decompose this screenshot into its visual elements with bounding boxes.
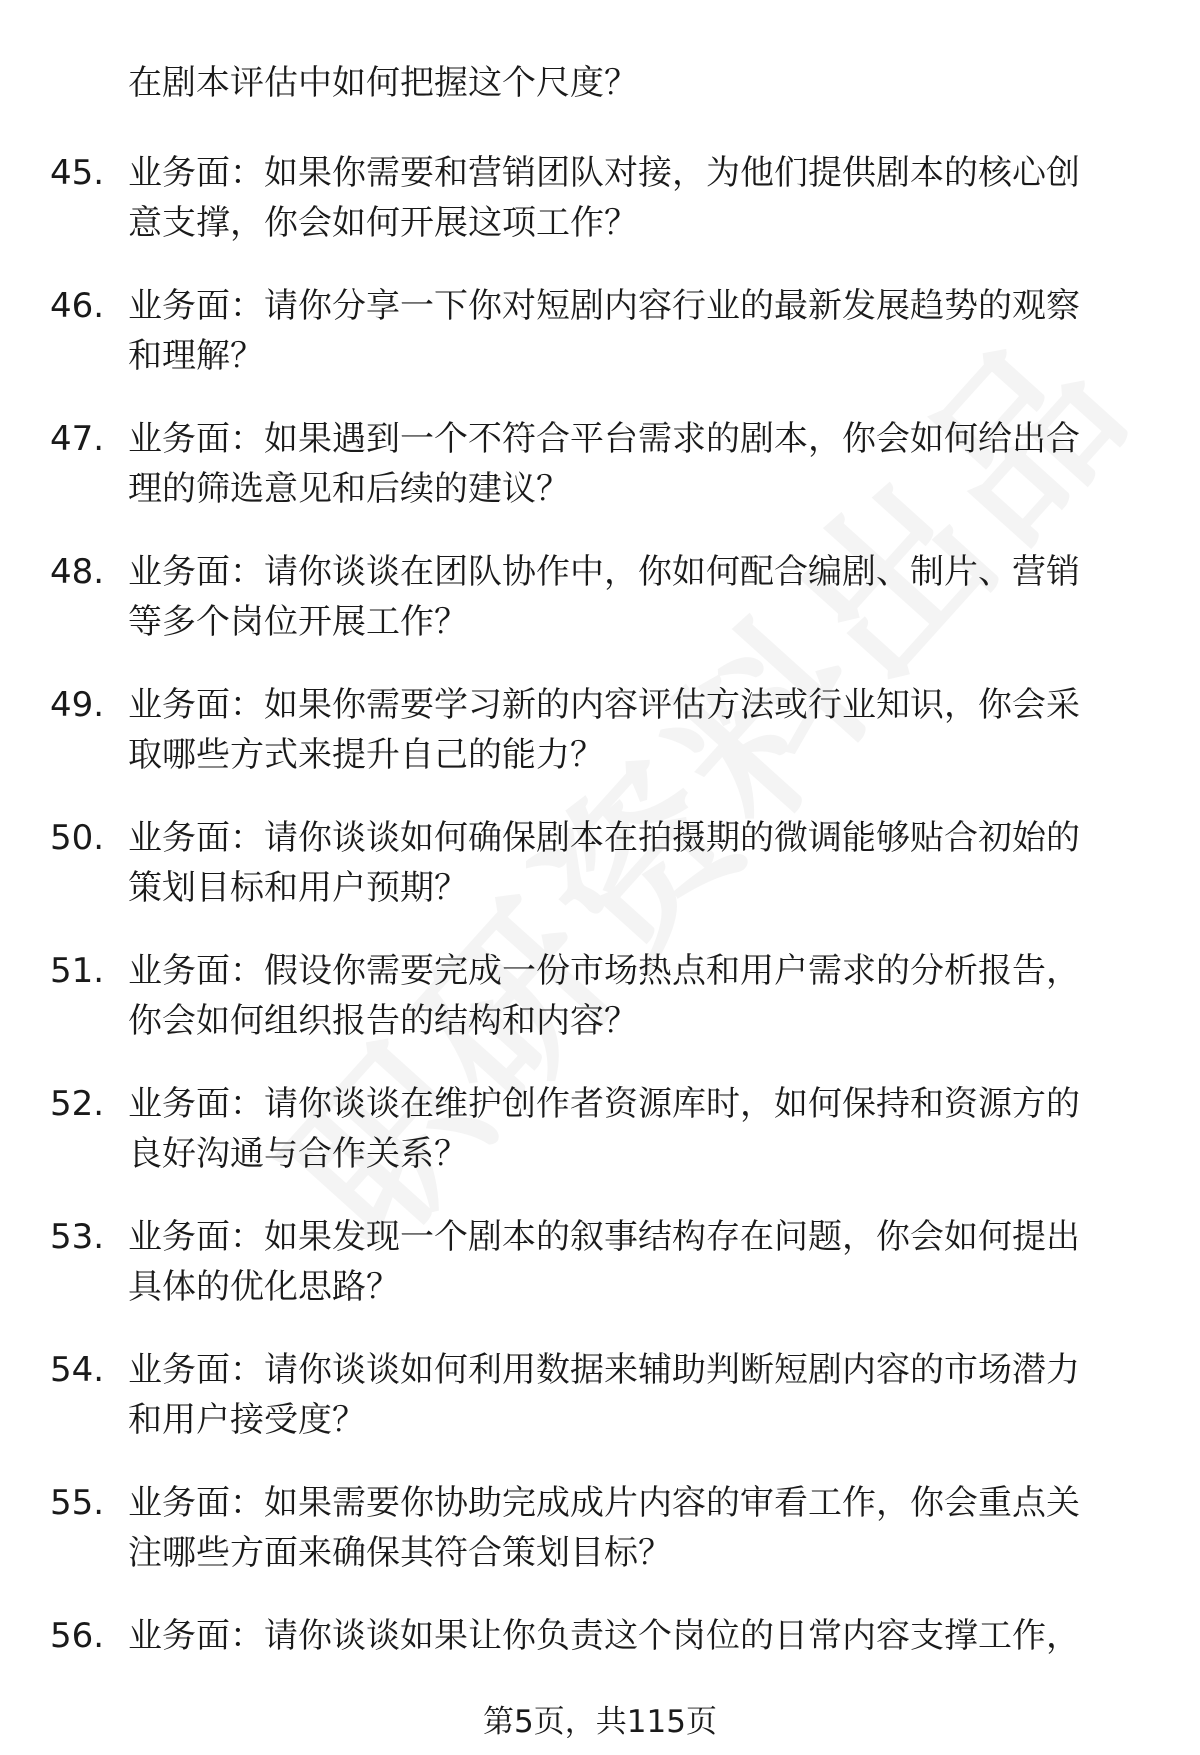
question-line: 和理解？ [128, 336, 264, 376]
question-line: 业务面：如果你需要和营销团队对接，为他们提供剧本的核心创 [128, 153, 1080, 193]
question-line: 策划目标和用户预期？ [128, 868, 468, 908]
question-line: 业务面：请你谈谈在团队协作中，你如何配合编剧、制片、营销 [128, 552, 1080, 592]
page-footer: 第5页，共115页 [483, 1704, 717, 1740]
question-line: 业务面：如果你需要学习新的内容评估方法或行业知识，你会采 [128, 685, 1080, 725]
question-number: 53. [50, 1217, 105, 1257]
question-line: 理的筛选意见和后续的建议？ [128, 469, 570, 509]
question-line: 业务面：请你谈谈如何确保剧本在拍摄期的微调能够贴合初始的 [128, 818, 1080, 858]
question-number: 47. [50, 419, 105, 459]
question-line: 业务面：请你谈谈在维护创作者资源库时，如何保持和资源方的 [128, 1084, 1080, 1124]
question-number: 49. [50, 685, 105, 725]
question-text [128, 1478, 1138, 1578]
question-line: 等多个岗位开展工作？ [128, 602, 468, 642]
question-number: 51. [50, 951, 105, 991]
list-item [0, 1345, 1200, 1478]
question-text [128, 946, 1138, 1046]
continued-question-text: 在剧本评估中如何把握这个尺度？ [128, 63, 638, 103]
question-line: 业务面：请你谈谈如果让你负责这个岗位的日常内容支撑工作， [128, 1616, 1080, 1656]
question-list [0, 148, 1200, 1744]
list-item [0, 547, 1200, 680]
question-line: 业务面：请你谈谈如何利用数据来辅助判断短剧内容的市场潜力 [128, 1350, 1080, 1390]
question-number: 52. [50, 1084, 105, 1124]
question-line: 意支撑，你会如何开展这项工作？ [128, 203, 638, 243]
list-item [0, 813, 1200, 946]
question-line: 业务面：如果发现一个剧本的叙事结构存在问题，你会如何提出 [128, 1217, 1080, 1257]
question-number: 46. [50, 286, 105, 326]
list-item [0, 680, 1200, 813]
question-text [128, 547, 1138, 647]
question-text [128, 813, 1138, 913]
question-line: 业务面：请你分享一下你对短剧内容行业的最新发展趋势的观察 [128, 286, 1080, 326]
question-text [128, 680, 1138, 780]
question-line: 良好沟通与合作关系？ [128, 1134, 468, 1174]
question-line: 取哪些方式来提升自己的能力？ [128, 735, 604, 775]
question-line: 具体的优化思路？ [128, 1267, 400, 1307]
list-item [0, 1079, 1200, 1212]
list-item [0, 414, 1200, 547]
question-number: 50. [50, 818, 105, 858]
question-text [128, 1611, 1138, 1661]
list-item [0, 1212, 1200, 1345]
question-text [128, 148, 1138, 248]
list-item [0, 281, 1200, 414]
question-text [128, 1345, 1138, 1445]
question-line: 和用户接受度？ [128, 1400, 366, 1440]
question-number: 45. [50, 153, 105, 193]
question-text [128, 1212, 1138, 1312]
question-number: 56. [50, 1616, 105, 1656]
list-item [0, 148, 1200, 281]
question-text [128, 1079, 1138, 1179]
question-number: 54. [50, 1350, 105, 1390]
question-text [128, 281, 1138, 381]
list-item [0, 946, 1200, 1079]
question-number: 55. [50, 1483, 105, 1523]
question-number: 48. [50, 552, 105, 592]
question-line: 你会如何组织报告的结构和内容？ [128, 1001, 638, 1041]
question-line: 业务面：如果需要你协助完成成片内容的审看工作，你会重点关 [128, 1483, 1080, 1523]
question-text [128, 414, 1138, 514]
list-item [0, 1478, 1200, 1611]
question-line: 业务面：假设你需要完成一份市场热点和用户需求的分析报告， [128, 951, 1080, 991]
question-line: 注哪些方面来确保其符合策划目标？ [128, 1533, 672, 1573]
question-line: 业务面：如果遇到一个不符合平台需求的剧本，你会如何给出合 [128, 419, 1080, 459]
